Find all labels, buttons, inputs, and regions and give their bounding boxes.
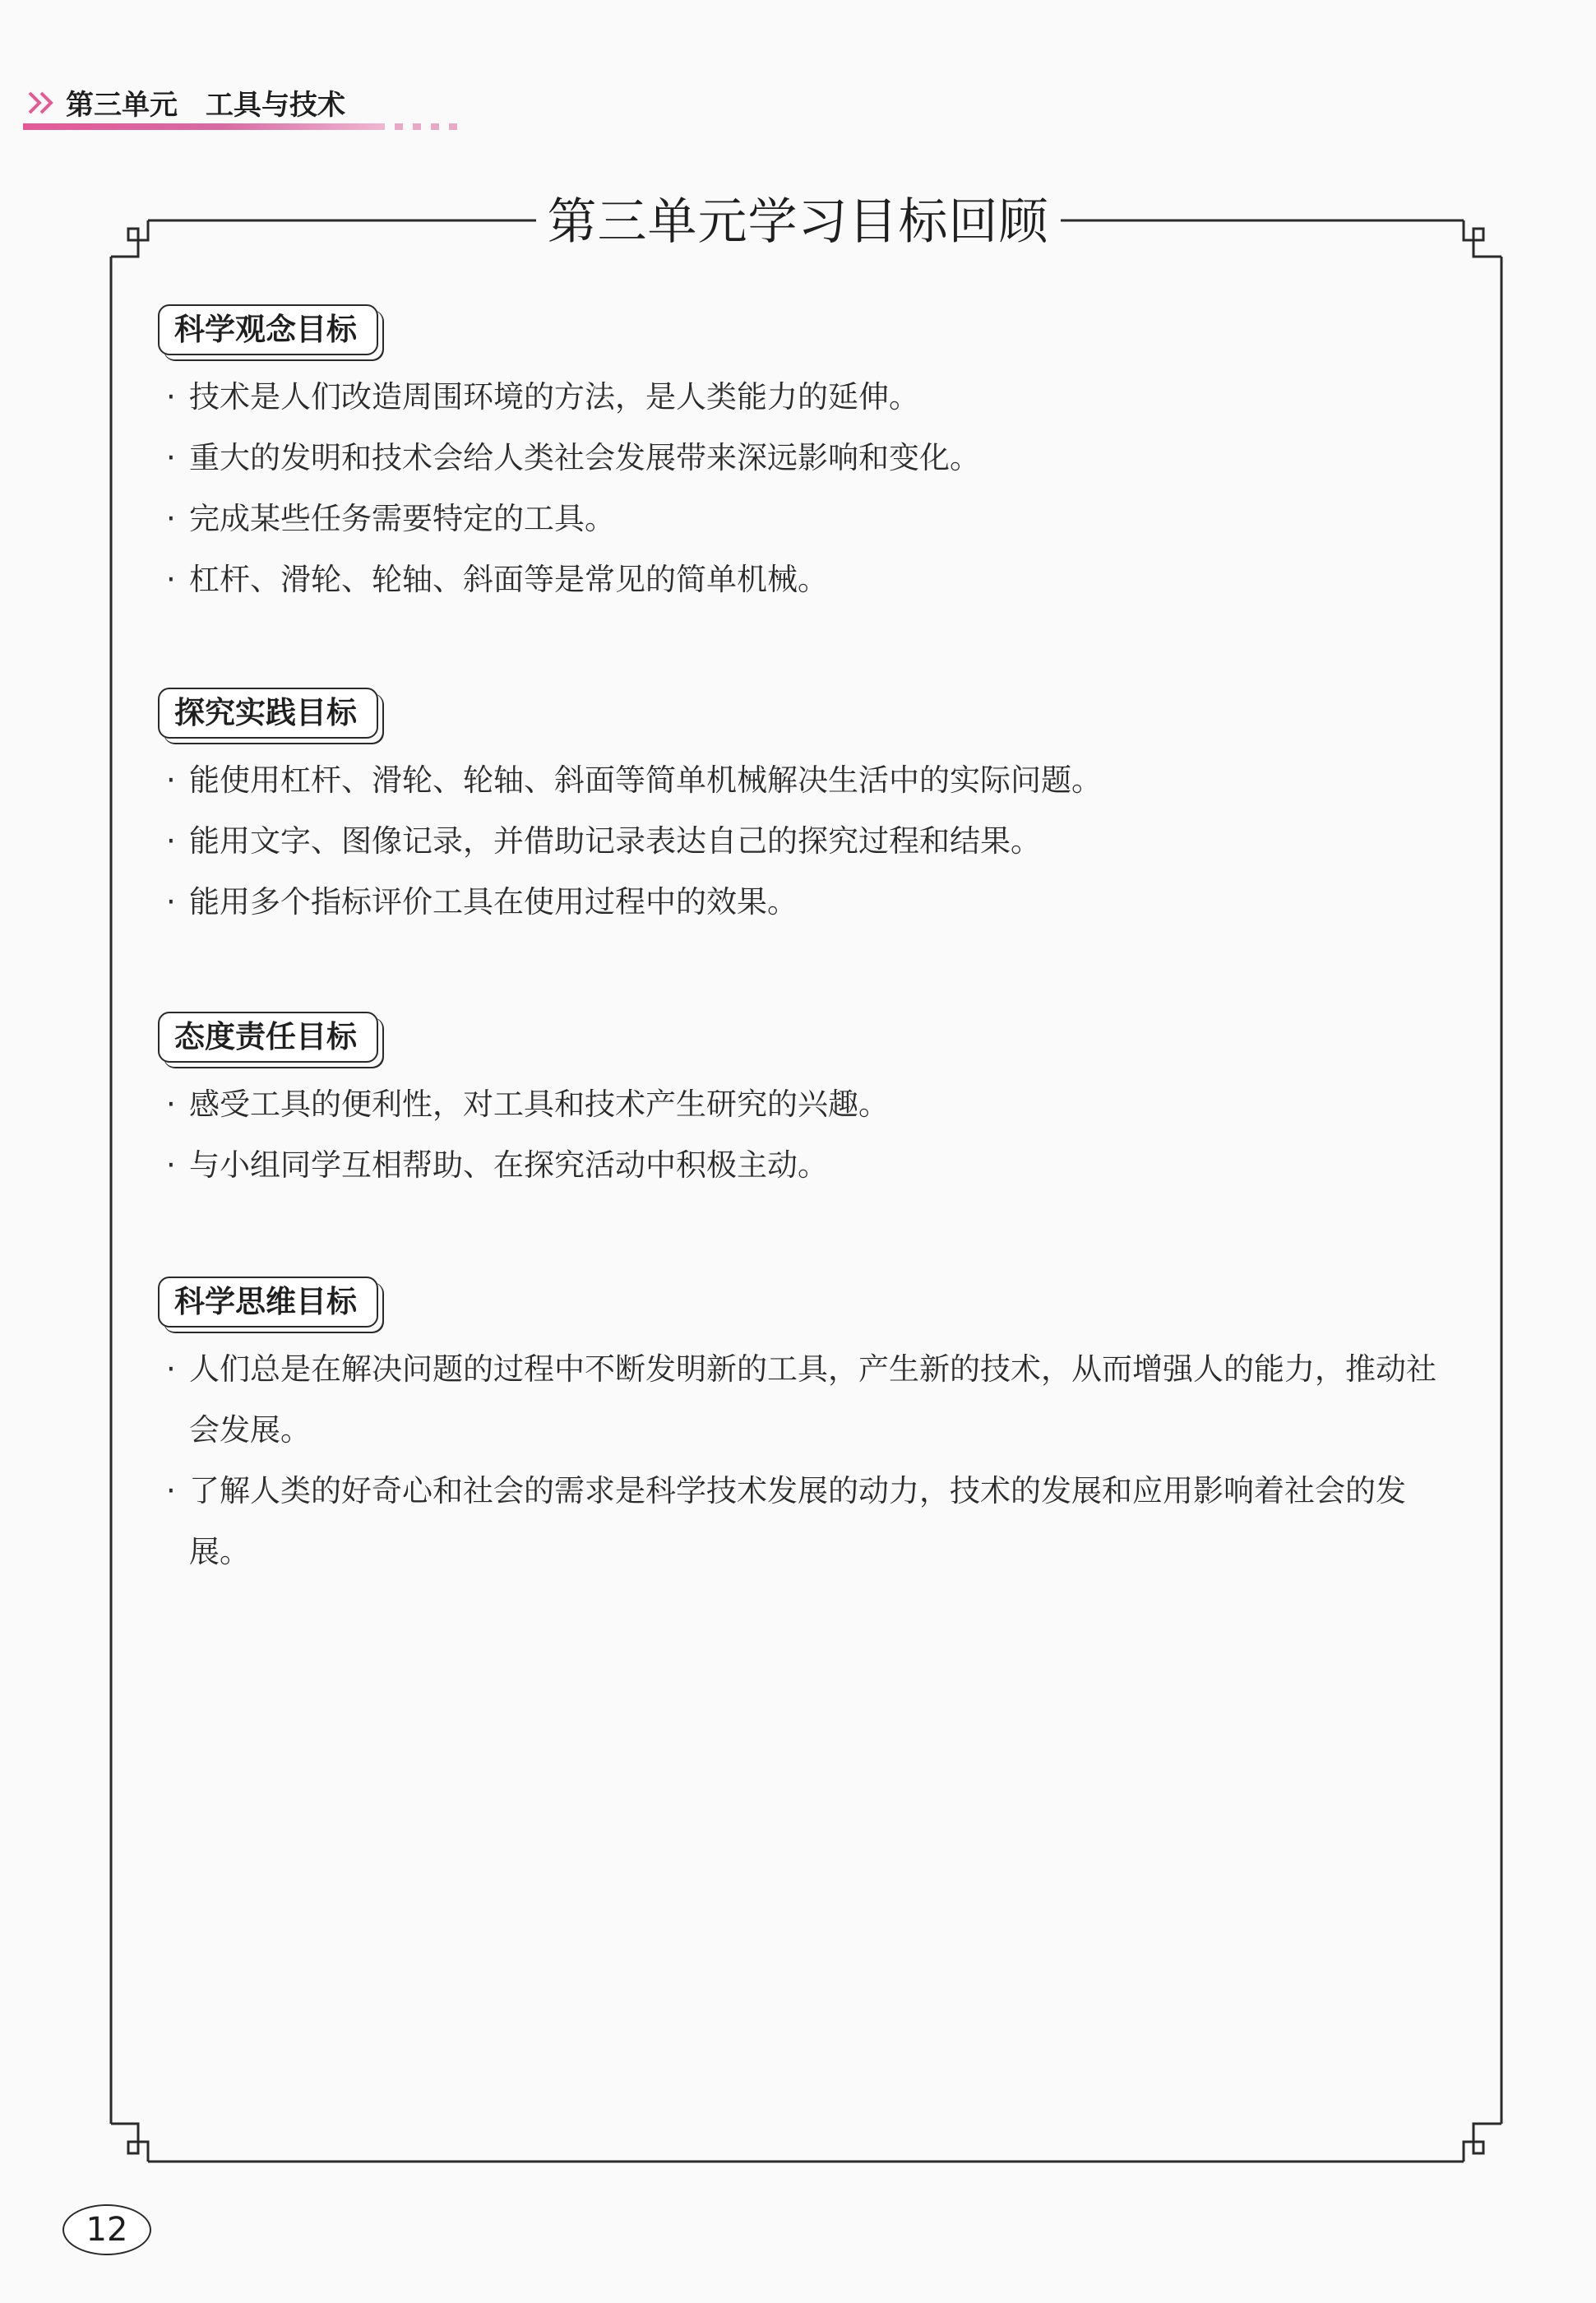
- list-item: · 了解人类的好奇心和社会的需求是科学技术发展的动力，技术的发展和应用影响着社会的发展。: [158, 1461, 1457, 1582]
- unit-title: 工具与技术: [206, 89, 345, 122]
- page-title: [0, 183, 1596, 253]
- section-scientific-thinking: [158, 1277, 1457, 1582]
- list-item: · 完成某些任务需要特定的工具。: [158, 489, 1457, 549]
- section-inquiry-practice: [158, 688, 1457, 933]
- bullet-icon: ·: [166, 440, 176, 475]
- goal-list: [158, 750, 1457, 933]
- section-heading: 科学观念目标: [158, 304, 378, 355]
- bullet-icon: ·: [166, 1087, 176, 1122]
- list-item: · 能用多个指标评价工具在使用过程中的效果。: [158, 872, 1457, 933]
- page-title-text: 第三单元学习目标回顾: [536, 193, 1061, 251]
- section-heading: 态度责任目标: [158, 1012, 378, 1063]
- bullet-icon: ·: [166, 823, 176, 859]
- bullet-icon: ·: [166, 1351, 176, 1387]
- list-item: · 与小组同学互相帮助、在探究活动中积极主动。: [158, 1135, 1457, 1196]
- list-item: · 感受工具的便利性，对工具和技术产生研究的兴趣。: [158, 1074, 1457, 1135]
- list-item: · 能用文字、图像记录，并借助记录表达自己的探究过程和结果。: [158, 811, 1457, 872]
- bullet-icon: ·: [166, 1473, 176, 1508]
- goal-list: [158, 1074, 1457, 1196]
- bullet-icon: ·: [166, 501, 176, 536]
- list-item: · 杠杆、滑轮、轮轴、斜面等是常见的简单机械。: [158, 549, 1457, 610]
- goal-list: [158, 1339, 1457, 1582]
- bullet-icon: ·: [166, 1147, 176, 1183]
- bullet-icon: ·: [166, 562, 176, 597]
- unit-label: 第三单元: [66, 89, 178, 122]
- list-item: · 能使用杠杆、滑轮、轮轴、斜面等简单机械解决生活中的实际问题。: [158, 750, 1457, 811]
- list-item: · 技术是人们改造周围环境的方法，是人类能力的延伸。: [158, 367, 1457, 428]
- page-number: 12: [62, 2204, 151, 2255]
- section-heading: 科学思维目标: [158, 1277, 378, 1328]
- bullet-icon: ·: [166, 762, 176, 798]
- list-item: · 重大的发明和技术会给人类社会发展带来深远影响和变化。: [158, 428, 1457, 489]
- bullet-icon: ·: [166, 884, 176, 920]
- goal-list: [158, 367, 1457, 610]
- section-attitude-responsibility: [158, 1012, 1457, 1196]
- bullet-icon: ·: [166, 379, 176, 415]
- section-heading: 探究实践目标: [158, 688, 378, 739]
- section-science-concepts: [158, 304, 1457, 610]
- list-item: · 人们总是在解决问题的过程中不断发明新的工具，产生新的技术，从而增强人的能力，推动社会发展。: [158, 1339, 1457, 1461]
